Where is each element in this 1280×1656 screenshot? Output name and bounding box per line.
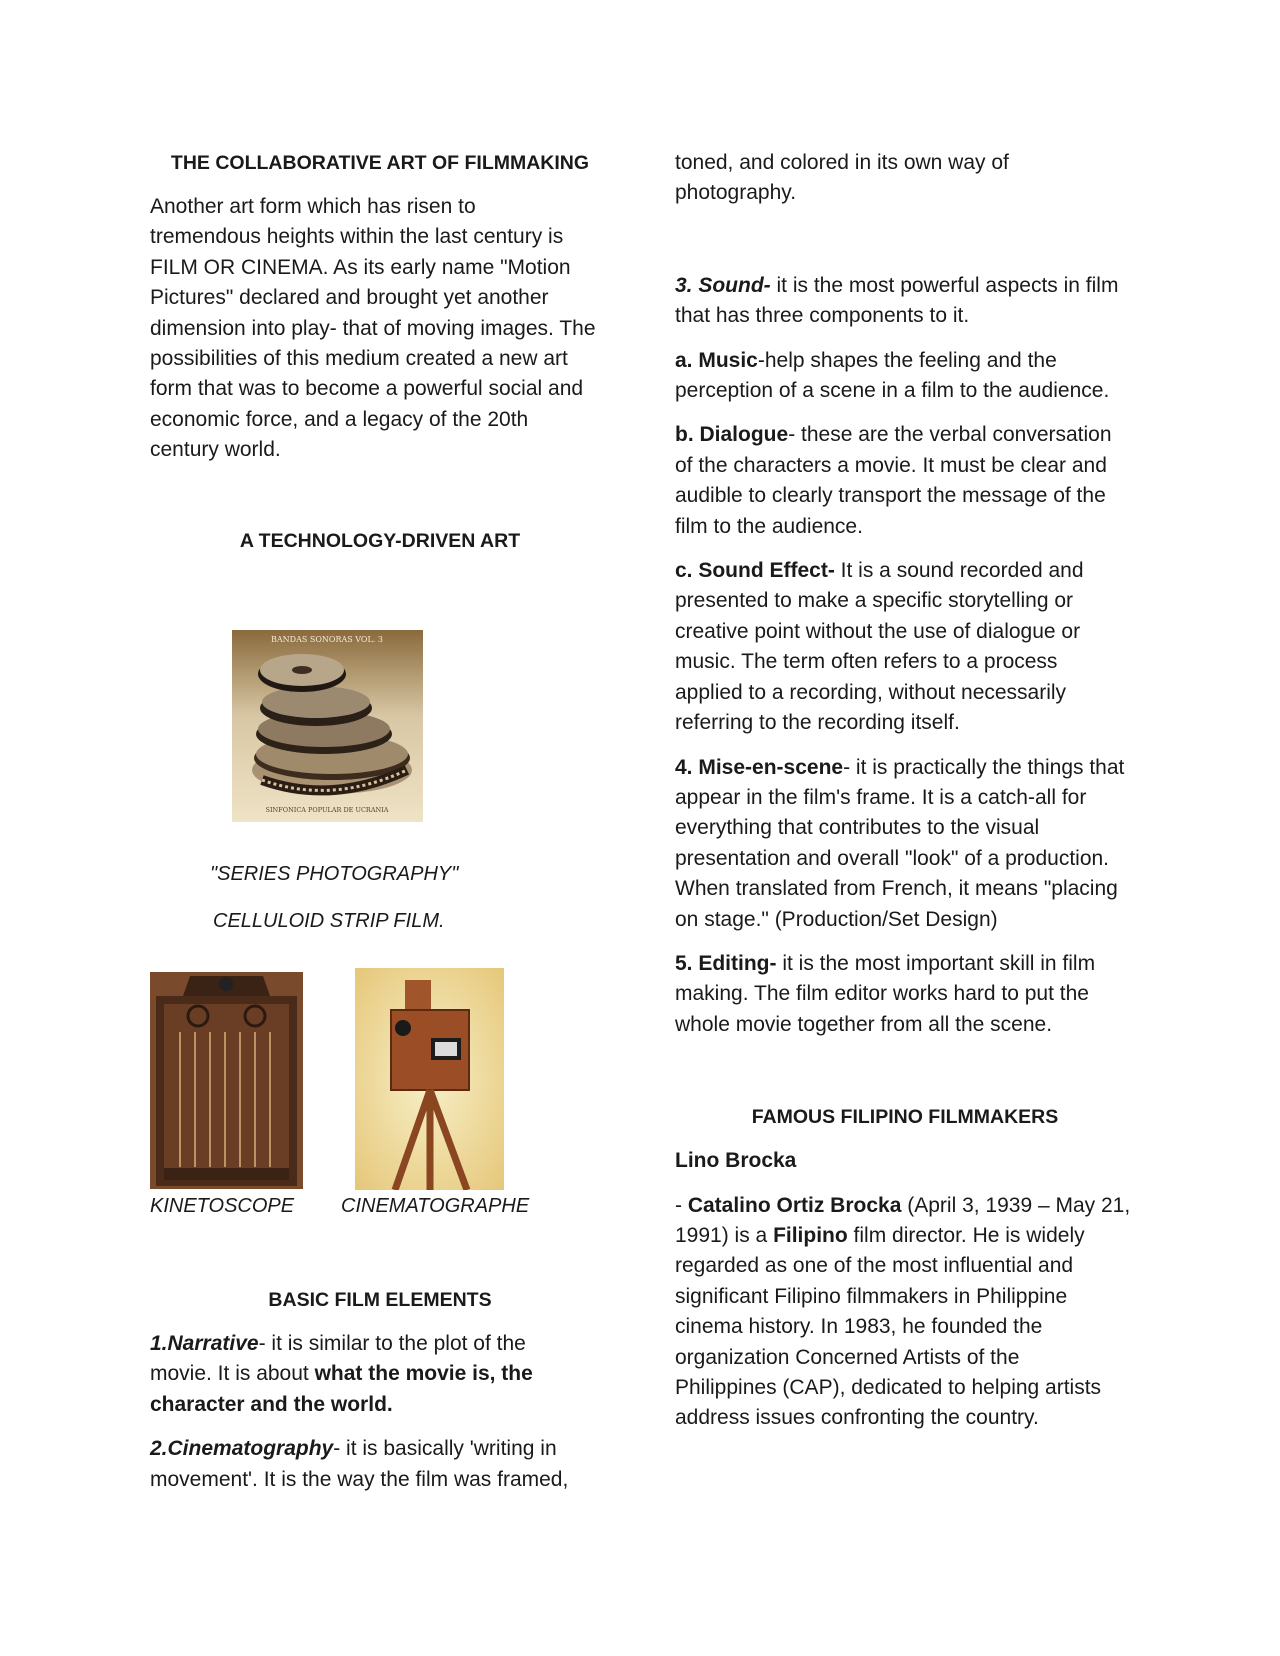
mise-en-scene-text: presentation and overall "look" of a production. [675,846,1110,870]
mise-en-scene-text: When translated from French, it means "placing [675,877,1118,901]
dialogue-text: of the characters a movie. It must be clear and [675,453,1107,477]
narrative-bold-text: character and the world. [150,1392,393,1416]
heading-technology-driven: A TECHNOLOGY-DRIVEN ART [239,529,521,552]
mise-en-scene-paragraph [675,753,1135,935]
intro-line: dimension into play- that of moving images. The [150,316,596,340]
brocka-text: film director. He is widely [847,1223,1085,1247]
intro-line: tremendous heights within the last century is [150,225,564,249]
heading-collaborative-art: THE COLLABORATIVE ART OF FILMMAKING [170,152,590,174]
right-column [675,148,1135,1434]
narrative-text: - it is similar to the plot of the [258,1332,526,1355]
intro-line: Pictures" declared and brought yet another [150,286,549,310]
intro-line: economic force, and a legacy of the 20th [150,407,529,431]
sound-effect-text: applied to a recording, without necessarily [675,680,1067,704]
cinematographe-image [355,968,504,1190]
brocka-full-name: Catalino Ortiz Brocka [687,1193,902,1217]
continued-line: toned, and colored in its own way of [675,151,1009,174]
continued-paragraph [675,148,1135,209]
dialogue-label: b. Dialogue [675,423,789,447]
sound-paragraph [675,271,1135,332]
brocka-dash: - [675,1193,688,1217]
heading-famous-filipino-filmmakers: FAMOUS FILIPINO FILMMAKERS [751,1106,1059,1129]
mise-en-scene-text: appear in the film's frame. It is a catch-all for [675,785,1087,809]
sound-effect-text: presented to make a specific storytelling or [675,589,1074,613]
sound-text: it is the most powerful aspects in film [770,273,1119,297]
sound-effect-text: music. The term often refers to a process [675,650,1058,674]
narrative-bold-text: what the movie is, the [314,1362,533,1386]
heading-basic-film-elements: BASIC FILM ELEMENTS [268,1289,492,1311]
cinematography-paragraph [150,1434,610,1495]
basic-film-elements-section [150,1285,610,1495]
reel-top-text: BANDAS SONORAS VOL. 3 [271,635,383,644]
caption-kinetoscope: KINETOSCOPE [150,1195,295,1217]
music-label: a. Music [675,348,758,372]
intro-line: possibilities of this medium created a new art [150,347,568,371]
intro-line: FILM OR CINEMA. As its early name "Motion [150,255,571,279]
brocka-text: regarded as one of the most influential and [675,1254,1074,1278]
sound-effect-text: creative point without the use of dialogue or [675,619,1081,643]
mise-en-scene-label: 4. Mise-en-scene [675,755,844,779]
mise-en-scene-text: on stage." (Production/Set Design) [675,907,998,931]
cinematography-text: - it is basically 'writing in [333,1437,557,1461]
cinematography-label: 2.Cinematography [150,1437,334,1461]
sound-text: that has three components to it. [675,304,970,328]
intro-line: Another art form which has risen to [150,195,476,218]
sound-effect-paragraph [675,556,1135,738]
dialogue-text: film to the audience. [675,514,863,538]
editing-text: it is the most important skill in film [776,951,1096,975]
editing-text: making. The film editor works hard to put the [675,982,1089,1006]
brocka-text: Philippines (CAP), dedicated to helping artists [675,1376,1102,1399]
cinematography-text: movement'. It is the way the film was framed, [150,1467,569,1491]
music-text: perception of a scene in a film to the audience. [675,379,1110,403]
brocka-text: significant Filipino filmmakers in Philippine [675,1284,1068,1308]
brocka-text: organization Concerned Artists of the [675,1345,1020,1369]
mise-en-scene-text: - it is practically the things that [843,755,1125,779]
caption-cinematographe: CINEMATOGRAPHE [341,1195,530,1217]
editing-text: whole movie together from all the scene. [675,1012,1053,1036]
brocka-paragraph [675,1191,1135,1434]
left-column [150,148,610,556]
narrative-label: 1.Narrative [150,1332,259,1355]
dialogue-text: - these are the verbal conversation [788,423,1112,447]
dialogue-paragraph [675,420,1135,542]
sound-effect-text: It is a sound recorded and [834,559,1084,583]
music-paragraph [675,346,1135,407]
brocka-text: 1991) is a [675,1223,774,1247]
sound-effect-text: referring to the recording itself. [675,711,960,735]
reel-bottom-text: SINFONICA POPULAR DE UCRANIA [265,806,389,814]
sound-label: 3. Sound- [675,273,771,297]
music-text: -help shapes the feeling and the [757,348,1057,372]
intro-paragraph [150,192,610,466]
editing-label: 5. Editing- [675,951,777,975]
lino-brocka-name: Lino Brocka [675,1149,797,1173]
editing-paragraph [675,949,1135,1040]
caption-celluloid: CELLULOID STRIP FILM. [213,910,445,932]
caption-series-photography: "SERIES PHOTOGRAPHY" [210,863,459,885]
brocka-bold-text: Filipino [773,1223,848,1247]
narrative-paragraph [150,1329,610,1420]
continued-line: photography. [675,181,797,205]
narrative-text: movie. It is about [150,1362,315,1386]
film-reel-image [232,630,423,822]
brocka-text: (April 3, 1939 – May 21, [901,1193,1131,1217]
brocka-text: address issues confronting the country. [675,1406,1039,1430]
dialogue-text: audible to clearly transport the message of the [675,484,1106,508]
sound-effect-label: c. Sound Effect- [675,559,835,583]
intro-line: century world. [150,438,281,462]
mise-en-scene-text: everything that contributes to the visual [675,816,1040,840]
brocka-text: cinema history. In 1983, he founded the [675,1315,1043,1339]
intro-line: form that was to become a powerful social and [150,377,584,401]
kinetoscope-image [150,972,303,1189]
